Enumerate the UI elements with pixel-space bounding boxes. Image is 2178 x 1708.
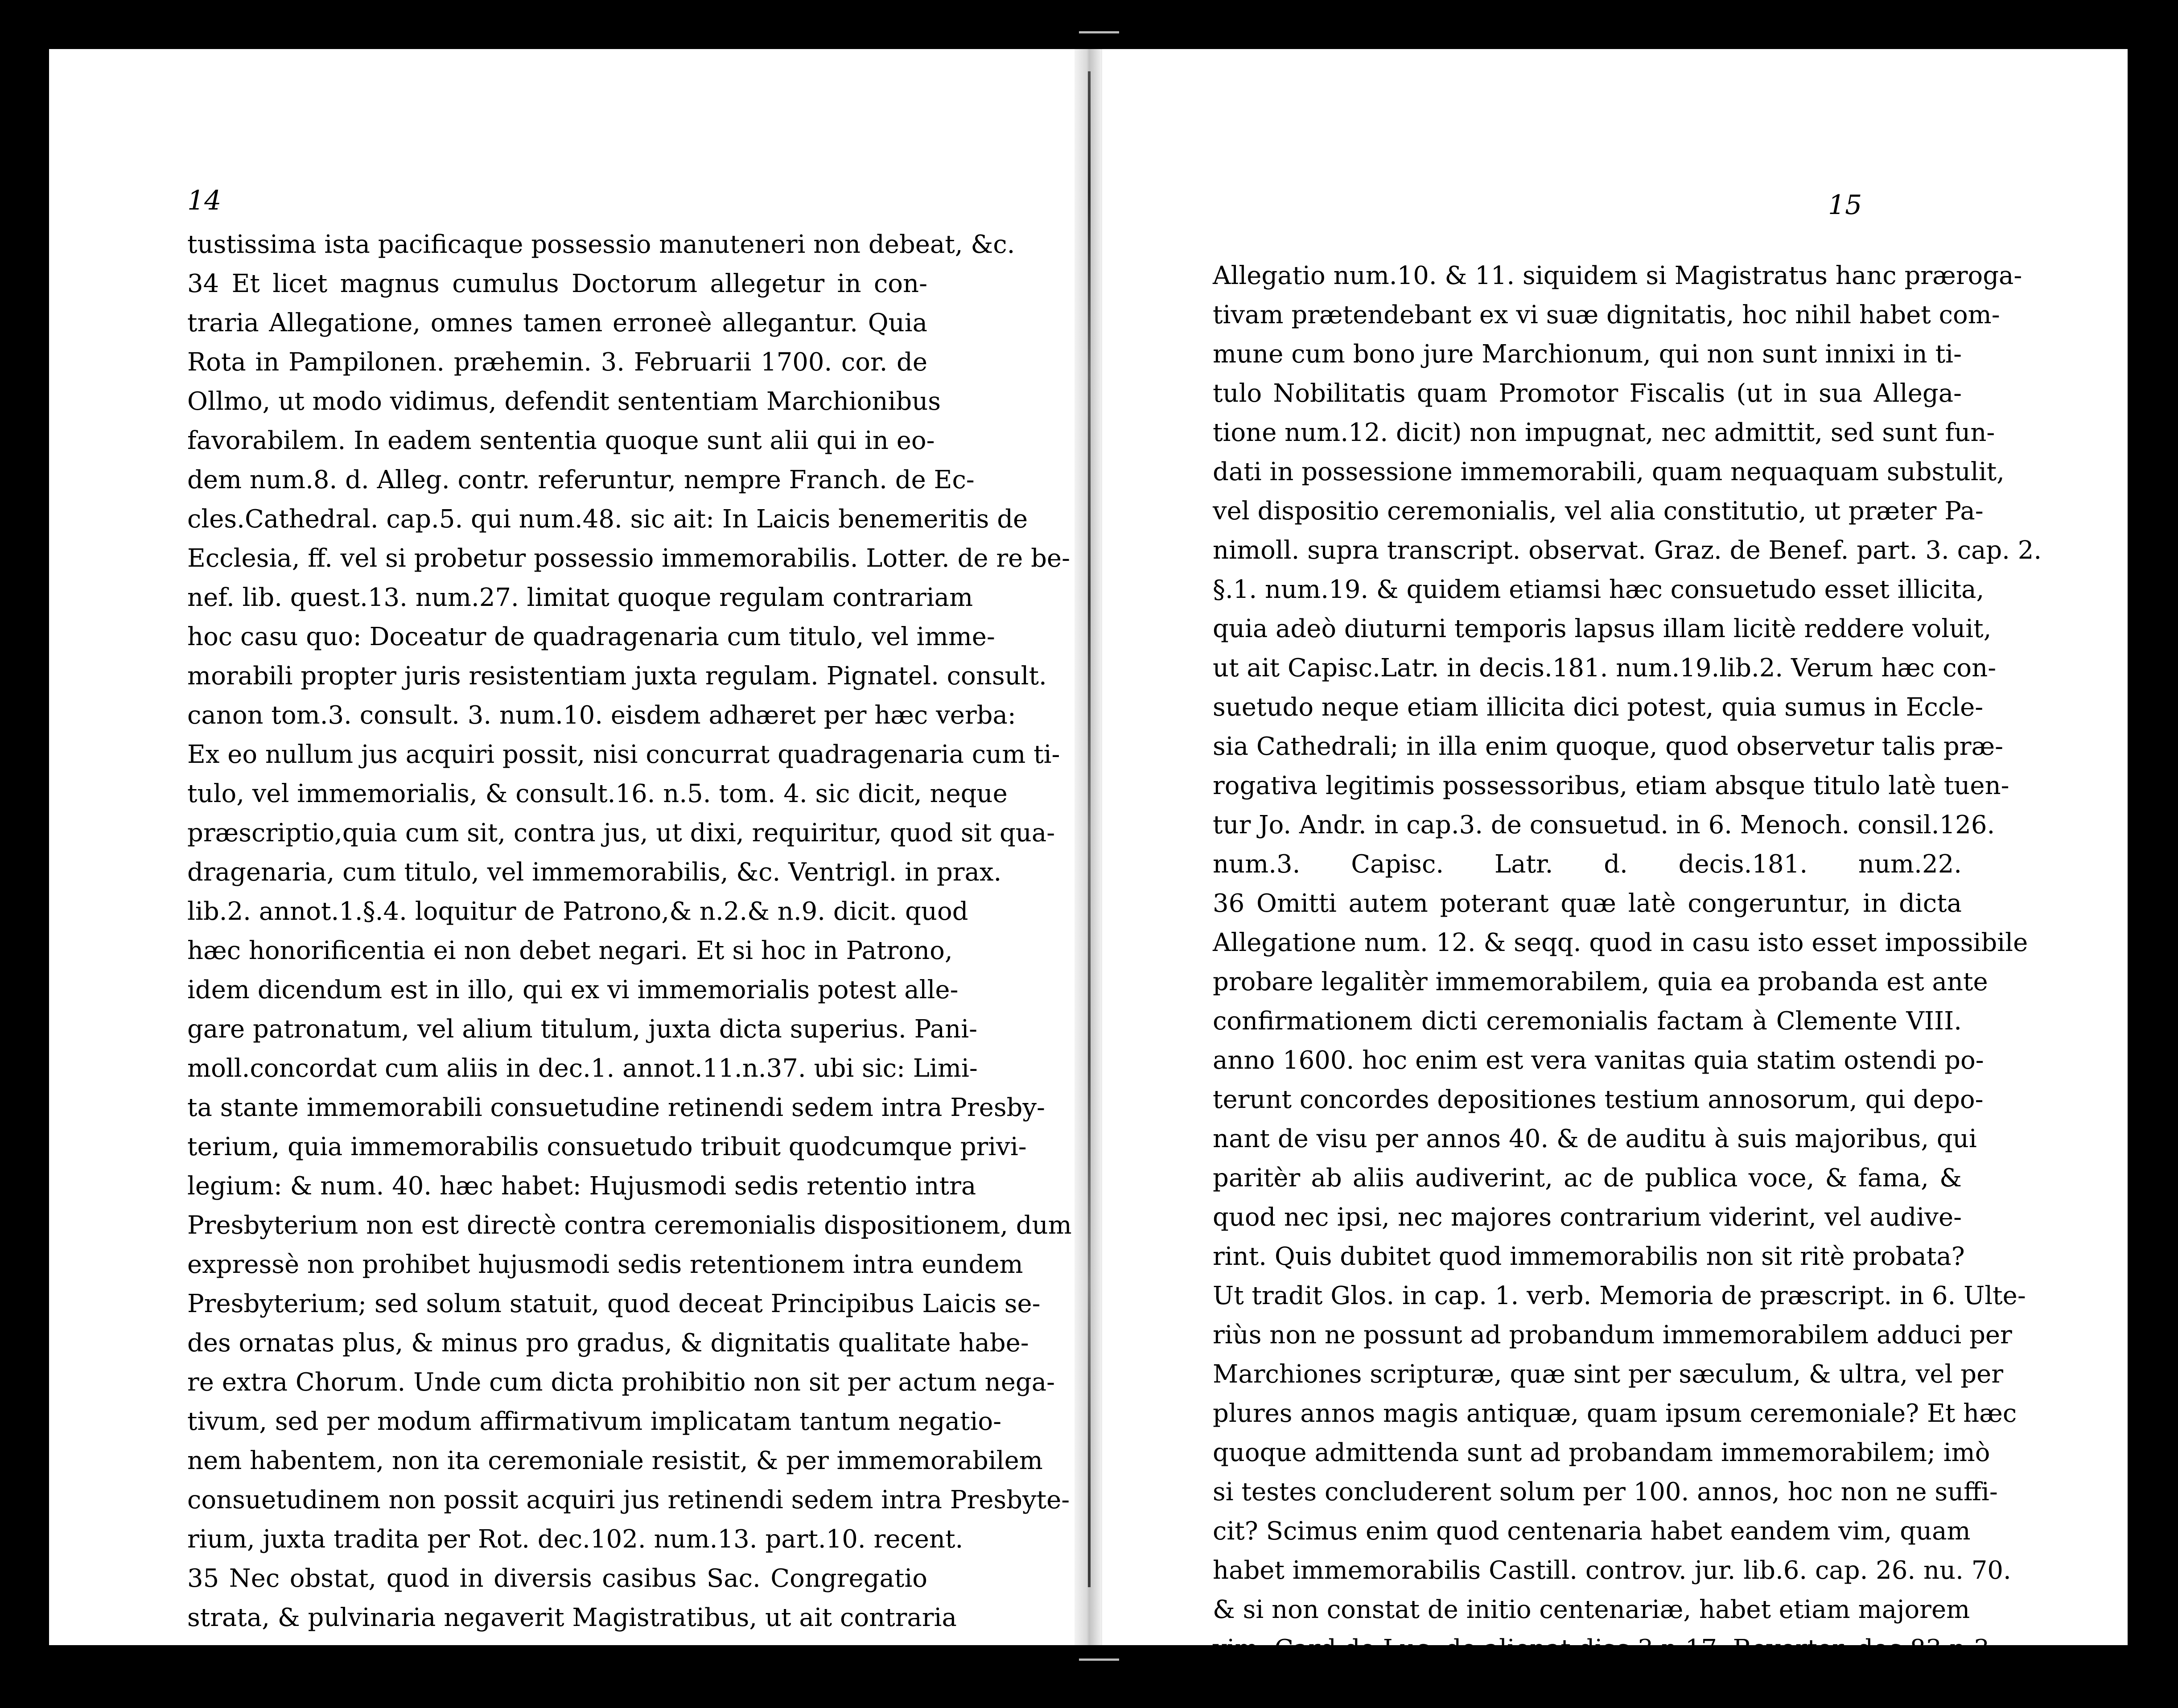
text-line: plures annos magis antiquæ, quam ipsum ceremoniale? Et hæc — [1213, 1399, 2017, 1428]
text-line: probare legalitèr immemorabilem, quia ea probanda est ante — [1213, 967, 1988, 996]
text-line: Presbyterium; sed solum statuit, quod deceat Principibus Laicis se- — [187, 1289, 1041, 1318]
text-line: anno 1600. hoc enim est vera vanitas quia statim ostendi po- — [1213, 1046, 1984, 1075]
text-line: tivam prætendebant ex vi suæ dignitatis, hoc nihil habet com- — [1213, 300, 2000, 329]
text-line: expressè non prohibet hujusmodi sedis retentionem intra eundem — [187, 1250, 1023, 1279]
text-line: mune cum bono jure Marchionum, qui non sunt innixi in ti- — [1213, 340, 1962, 369]
text-line: Ex eo nullum jus acquiri possit, nisi concurrat quadragenaria cum ti- — [187, 740, 1060, 769]
text-line: hoc casu quo: Doceatur de quadragenaria cum titulo, vel imme- — [187, 622, 995, 651]
text-line: traria Allegatione, omnes tamen erroneè allegantur. Quia — [187, 309, 927, 337]
top-crop-mark — [1079, 31, 1119, 33]
text-line: canon tom.3. consult. 3. num.10. eisdem adhæret per hæc verba: — [187, 701, 1016, 730]
text-line: Ut tradit Glos. in cap. 1. verb. Memoria de præscript. in 6. Ulte- — [1213, 1281, 2026, 1310]
text-line: habet immemorabilis Castill. controv. jur. lib.6. cap. 26. nu. 70. — [1213, 1556, 2011, 1585]
text-line: num.3. Capisc. Latr. d. decis.181. num.22. — [1213, 850, 1962, 879]
text-line: paritèr ab aliis audiverint, ac de publica voce, & fama, & — [1213, 1164, 1962, 1193]
text-line: dragenaria, cum titulo, vel immemorabilis, &c. Ventrigl. in prax. — [187, 858, 1002, 887]
text-line: sia Cathedrali; in illa enim quoque, quod observetur talis præ- — [1213, 732, 2004, 761]
catchword: Con- — [1903, 1674, 1962, 1703]
text-line: Allegatione num. 12. & seqq. quod in casu isto esset impossibile — [1213, 928, 2028, 957]
text-line: Ollmo, ut modo vidimus, defendit sententiam Marchionibus — [187, 387, 941, 416]
text-line: ta stante immemorabili consuetudine retinendi sedem intra Presby- — [187, 1093, 1045, 1122]
text-line: & si non constat de initio centenariæ, habet etiam majorem — [1213, 1595, 1970, 1624]
text-line: idem dicendum est in illo, qui ex vi immemorialis potest alle- — [187, 975, 959, 1004]
text-line: 35 Nec obstat, quod in diversis casibus Sac. Congregatio — [187, 1564, 927, 1593]
text-line: tustissima ista pacificaque possessio manuteneri non debeat, &c. — [187, 230, 1015, 259]
text-line: moll.concordat cum aliis in dec.1. annot.11.n.37. ubi sic: Limi- — [187, 1054, 978, 1083]
text-line: tione num.12. dicit) non impugnat, nec admittit, sed sunt fun- — [1213, 418, 1995, 447]
text-line: dati in possessione immemorabili, quam nequaquam substulit, — [1213, 457, 2005, 486]
text-line: riùs non ne possunt ad probandum immemorabilem adduci per — [1213, 1321, 2012, 1350]
text-line: consuetudinem non possit acquiri jus retinendi sedem intra Presbyte- — [187, 1486, 1070, 1515]
catchword: Alle- — [870, 1642, 927, 1671]
text-line: rint. Quis dubitet quod immemorabilis non sit ritè probata? — [1213, 1242, 1965, 1271]
text-line: des ornatas plus, & minus pro gradus, & dignitatis qualitate habe- — [187, 1329, 1029, 1358]
gutter-shadow — [1088, 71, 1091, 1587]
text-line: Presbyterium non est directè contra ceremonialis dispositionem, dum — [187, 1211, 1072, 1240]
text-line: vim. Card.de Luc. de alienat.disc.3.n.17. Reverter. dec.83.n.3. — [1213, 1634, 1997, 1663]
text-line: morabili propter juris resistentiam juxta regulam. Pignatel. consult. — [187, 662, 1047, 691]
text-line: strata, & pulvinaria negaverit Magistratibus, ut ait contraria — [187, 1603, 957, 1632]
text-line: tulo, vel immemorialis, & consult.16. n.5. tom. 4. sic dicit, neque — [187, 779, 1008, 808]
text-line: cit? Scimus enim quod centenaria habet eandem vim, quam — [1213, 1517, 1971, 1546]
text-line: nimoll. supra transcript. observat. Graz. de Benef. part. 3. cap. 2. — [1213, 536, 2042, 565]
text-line: vel dispositio ceremonialis, vel alia constitutio, ut præter Pa- — [1213, 497, 1984, 526]
bottom-crop-mark — [1079, 1659, 1119, 1661]
text-line: hæc honorificentia ei non debet negari. Et si hoc in Patrono, — [187, 936, 953, 965]
text-line: tulo Nobilitatis quam Promotor Fiscalis (ut in sua Allega- — [1213, 379, 1962, 408]
text-line: nem habentem, non ita ceremoniale resistit, & per immemorabilem — [187, 1446, 1043, 1475]
text-line: nef. lib. quest.13. num.27. limitat quoque regulam contrariam — [187, 583, 973, 612]
text-line: dem num.8. d. Alleg. contr. referuntur, nempre Franch. de Ec- — [187, 465, 975, 494]
text-line: quoque admittenda sunt ad probandam immemorabilem; imò — [1213, 1438, 1990, 1467]
text-line: confirmationem dicti ceremonialis factam à Clemente VIII. — [1213, 1007, 1962, 1036]
text-line: Rota in Pampilonen. præhemin. 3. Februarii 1700. cor. de — [187, 348, 927, 377]
text-line: rogativa legitimis possessoribus, etiam absque titulo latè tuen- — [1213, 771, 2009, 800]
text-line: tivum, sed per modum affirmativum implicatam tantum negatio- — [187, 1407, 1002, 1436]
text-line: gare patronatum, vel alium titulum, juxta dicta superius. Pani- — [187, 1015, 978, 1044]
left-page-text — [187, 225, 1072, 1677]
left-page-number: 14 — [187, 185, 222, 216]
right-page-text — [1213, 256, 2042, 1708]
right-page-number: 15 — [1828, 189, 1862, 221]
text-line: §.1. num.19. & quidem etiamsi hæc consuetudo esset illicita, — [1213, 575, 1984, 604]
text-line: si testes concluderent solum per 100. annos, hoc non ne suffi- — [1213, 1478, 1998, 1506]
text-line: terium, quia immemorabilis consuetudo tribuit quodcumque privi- — [187, 1132, 1027, 1161]
text-line: Ecclesia, ff. vel si probetur possessio immemorabilis. Lotter. de re be- — [187, 544, 1070, 573]
text-line: tur Jo. Andr. in cap.3. de consuetud. in 6. Menoch. consil.126. — [1213, 811, 1995, 840]
text-line: cles.Cathedral. cap.5. qui num.48. sic ait: In Laicis benemeritis de — [187, 505, 1028, 534]
final-line-row — [1213, 1669, 1962, 1708]
text-line: ut ait Capisc.Latr. in decis.181. num.19.lib.2. Verum hæc con- — [1213, 654, 1997, 683]
text-line: nant de visu per annos 40. & de auditu à suis majoribus, qui — [1213, 1124, 1977, 1153]
text-line: legium: & num. 40. hæc habet: Hujusmodi sedis retentio intra — [187, 1172, 976, 1201]
text-line: suetudo neque etiam illicita dici potest, quia sumus in Eccle- — [1213, 693, 1984, 722]
text-line: 34 Et licet magnus cumulus Doctorum allegetur in con- — [187, 269, 927, 298]
text-line: lib.2. annot.1.§.4. loquitur de Patrono,& n.2.& n.9. dicit. quod — [187, 897, 968, 926]
text-line: Marchiones scripturæ, quæ sint per sæculum, & ultra, vel per — [1213, 1360, 2004, 1389]
last-text-line: & dec.328. n.4. — [1213, 1674, 1407, 1703]
text-line: rium, juxta tradita per Rot. dec.102. num.13. part.10. recent. — [187, 1525, 963, 1554]
text-line: terunt concordes depositiones testium annosorum, qui depo- — [1213, 1085, 1984, 1114]
text-line: Allegatio num.10. & 11. siquidem si Magistratus hanc prærogа- — [1213, 261, 2022, 290]
text-line: præscriptio,quia cum sit, contra jus, ut dixi, requiritur, quod sit qua- — [187, 819, 1055, 848]
text-line: quod nec ipsi, nec majores contrarium viderint, vel audive- — [1213, 1203, 1962, 1232]
text-line: 36 Omitti autem poterant quæ latè congeruntur, in dicta — [1213, 889, 1962, 918]
text-line: re extra Chorum. Unde cum dicta prohibitio non sit per actum nega- — [187, 1368, 1055, 1397]
text-line: quia adeò diuturni temporis lapsus illam licitè reddere voluit, — [1213, 614, 1992, 643]
text-line: favorabilem. In eadem sententia quoque sunt alii qui in eo- — [187, 426, 935, 455]
